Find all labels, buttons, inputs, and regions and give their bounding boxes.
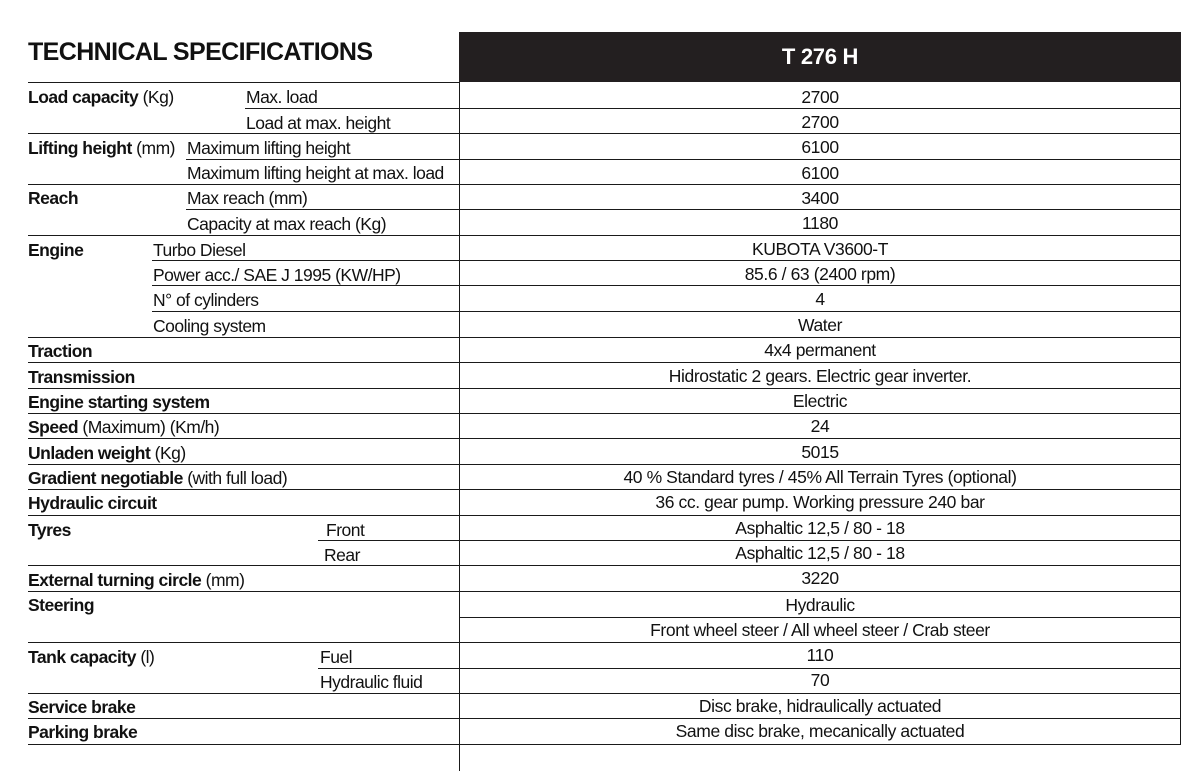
row-divider bbox=[28, 184, 1181, 185]
row-divider bbox=[186, 209, 1181, 210]
parking-brake-label: Parking brake bbox=[28, 722, 138, 742]
reach-label: Reach bbox=[28, 188, 79, 208]
cylinders-label: N° of cylinders bbox=[153, 290, 259, 310]
max-lifting-height-load-label: Maximum lifting height at max. load bbox=[187, 163, 444, 183]
speed-value: 24 bbox=[810, 416, 830, 436]
row-divider bbox=[28, 388, 1181, 389]
row-divider bbox=[28, 133, 1181, 134]
cylinders-value: 4 bbox=[815, 289, 825, 309]
tyres-label: Tyres bbox=[28, 520, 71, 540]
tank-label: Tank capacity (l) bbox=[28, 647, 155, 667]
steering-value: Hydraulic bbox=[785, 595, 855, 615]
row-divider bbox=[318, 540, 1181, 541]
row-divider bbox=[28, 718, 1181, 719]
traction-label: Traction bbox=[28, 341, 93, 361]
engine-label: Engine bbox=[28, 240, 84, 260]
power-label: Power acc./ SAE J 1995 (KW/HP) bbox=[153, 265, 401, 285]
max-lifting-height-value: 6100 bbox=[801, 137, 839, 157]
turbo-diesel-label: Turbo Diesel bbox=[153, 240, 246, 260]
cooling-value: Water bbox=[797, 315, 843, 335]
fuel-label: Fuel bbox=[320, 647, 353, 667]
transmission-label: Transmission bbox=[28, 367, 135, 387]
hydraulic-label: Hydraulic circuit bbox=[28, 493, 157, 513]
row-divider bbox=[459, 108, 1181, 109]
tyres-front-label: Front bbox=[326, 520, 365, 540]
parking-brake-value: Same disc brake, mecanically actuated bbox=[675, 721, 965, 741]
tyres-rear-label: Rear bbox=[324, 545, 360, 565]
page-title: TECHNICAL SPECIFICATIONS bbox=[28, 38, 373, 66]
hydraulic-value: 36 cc. gear pump. Working pressure 240 bar bbox=[655, 492, 985, 512]
model-header: T 276 H bbox=[459, 32, 1181, 82]
fuel-value: 110 bbox=[806, 645, 834, 665]
row-divider bbox=[28, 413, 1181, 414]
service-brake-label: Service brake bbox=[28, 697, 136, 717]
row-divider bbox=[28, 489, 1181, 490]
row-divider bbox=[28, 515, 1181, 516]
row-divider bbox=[28, 642, 1181, 643]
turning-label: External turning circle (mm) bbox=[28, 570, 245, 590]
hyd-fluid-label: Hydraulic fluid bbox=[320, 672, 423, 692]
hyd-fluid-value: 70 bbox=[810, 670, 830, 690]
row-divider bbox=[459, 617, 1181, 618]
max-reach-value: 3400 bbox=[801, 188, 839, 208]
cooling-label: Cooling system bbox=[153, 316, 266, 336]
max-lifting-height-load-value: 6100 bbox=[801, 163, 839, 183]
capacity-max-reach-value: 1180 bbox=[801, 213, 839, 233]
max-load-value: 2700 bbox=[801, 87, 839, 107]
row-divider bbox=[28, 438, 1181, 439]
transmission-value: Hidrostatic 2 gears. Electric gear inverter. bbox=[668, 366, 972, 386]
load-capacity-label: Load capacity (Kg) bbox=[28, 87, 174, 107]
turning-value: 3220 bbox=[801, 568, 839, 588]
row-divider bbox=[28, 82, 459, 83]
tyres-front-value: Asphaltic 12,5 / 80 - 18 bbox=[735, 518, 905, 538]
row-divider bbox=[28, 565, 1181, 566]
row-divider bbox=[28, 744, 1181, 745]
row-divider bbox=[28, 693, 1181, 694]
max-lifting-height-label: Maximum lifting height bbox=[187, 138, 351, 158]
row-divider bbox=[28, 337, 1181, 338]
service-brake-value: Disc brake, hidraulically actuated bbox=[698, 696, 942, 716]
steering-modes-value: Front wheel steer / All wheel steer / Crab steer bbox=[650, 620, 990, 640]
capacity-max-reach-label: Capacity at max reach (Kg) bbox=[187, 214, 387, 234]
unladen-label: Unladen weight (Kg) bbox=[28, 443, 186, 463]
starting-value: Electric bbox=[792, 391, 848, 411]
row-divider bbox=[28, 235, 1181, 236]
gradient-label: Gradient negotiable (with full load) bbox=[28, 468, 288, 488]
row-divider bbox=[245, 108, 459, 109]
row-divider bbox=[318, 668, 1181, 669]
tyres-rear-value: Asphaltic 12,5 / 80 - 18 bbox=[735, 543, 905, 563]
lifting-height-label: Lifting height (mm) bbox=[28, 138, 175, 158]
row-divider bbox=[152, 285, 1181, 286]
steering-label: Steering bbox=[28, 595, 95, 615]
power-value: 85.6 / 63 (2400 rpm) bbox=[744, 264, 896, 284]
load-max-height-label: Load at max. height bbox=[246, 113, 391, 133]
turbo-diesel-value: KUBOTA V3600-T bbox=[751, 239, 889, 259]
traction-value: 4x4 permanent bbox=[764, 340, 876, 360]
starting-label: Engine starting system bbox=[28, 392, 210, 412]
unladen-value: 5015 bbox=[801, 442, 839, 462]
row-divider bbox=[28, 591, 1181, 592]
row-divider bbox=[152, 260, 1181, 261]
load-max-height-value: 2700 bbox=[801, 112, 839, 132]
speed-label: Speed (Maximum) (Km/h) bbox=[28, 417, 220, 437]
row-divider bbox=[28, 464, 1181, 465]
gradient-value: 40 % Standard tyres / 45% All Terrain Tyres (optional) bbox=[623, 467, 1017, 487]
row-divider bbox=[152, 311, 1181, 312]
row-divider bbox=[186, 159, 1181, 160]
max-reach-label: Max reach (mm) bbox=[187, 188, 308, 208]
max-load-label: Max. load bbox=[246, 87, 318, 107]
row-divider bbox=[28, 362, 1181, 363]
